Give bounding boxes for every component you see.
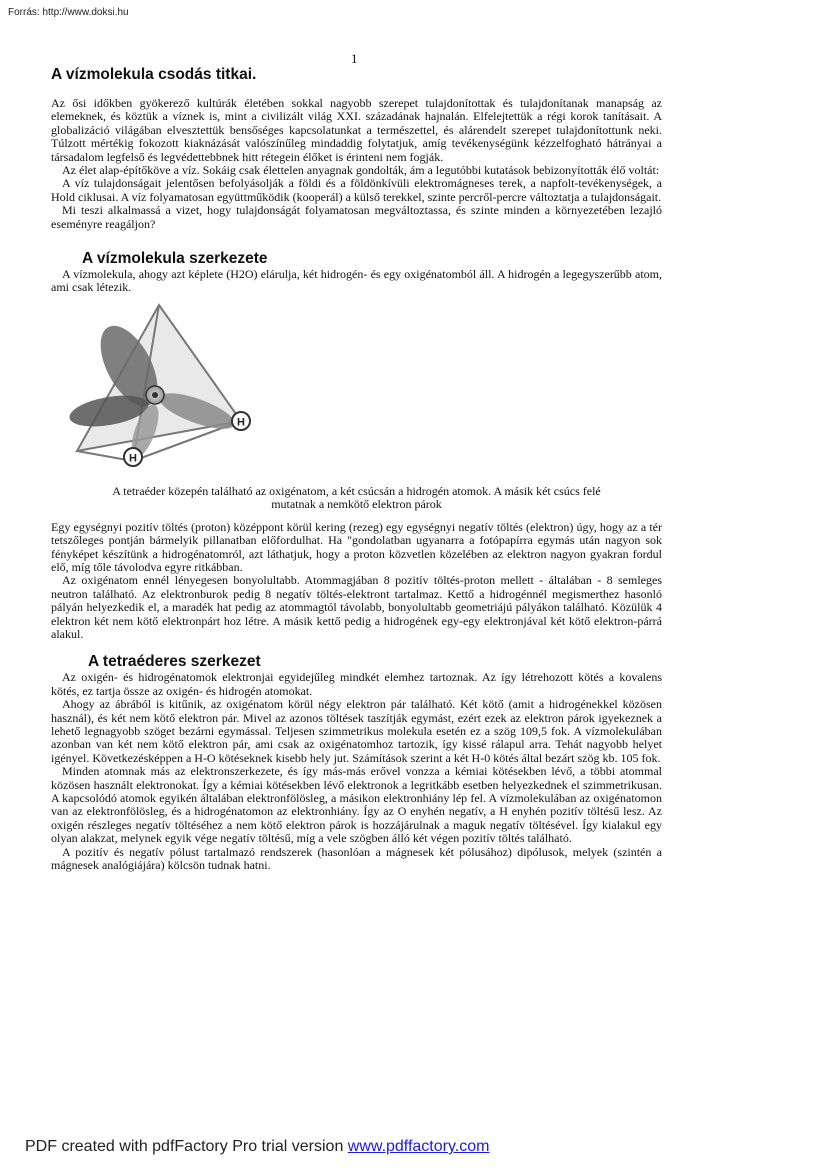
tetrahedron-illustration <box>69 301 259 471</box>
section2-paragraph-1: Az oxigén- és hidrogénatomok elektronjai egyidejűleg mindkét elemhez tartoznak. Az így létrehozott kötés a kovalens kötés, ez tartja össze az oxigén- és hidrogén atomokat. <box>51 670 662 698</box>
intro-paragraph-2: Az élet alap-építőköve a víz. Sokáig csak élettelen anyagnak gondolták, ám a legutóbbi kutatások bebizonyították élő voltát: <box>62 163 660 178</box>
intro-paragraph-4: Mi teszi alkalmassá a vizet, hogy tulajdonságát folyamatosan megváltoztassa, és szinte minden a környezetében lezajló eseményre reagáljon? <box>51 203 662 231</box>
pdf-footer <box>25 1138 489 1156</box>
section1-paragraph-intro: A vízmolekula, ahogy azt képlete (H2O) elárulja, két hidrogén- és egy oxigénatomból áll. A hidrogén a legegyszerűbb atom, ami csak létezik. <box>51 267 662 295</box>
footer-link[interactable]: www.pdffactory.com <box>347 1138 490 1155</box>
section2-paragraph-3: Minden atomnak más az elektronszerkezete, és így más-más erővel vonzza a kémiai kötésekben lévő, a többi atommal közösen használt elektronokat. Így a kémiai kötésekben lévő elektronok a legritkább esetben helyezkednek el szimmetrikusan. A kapcsolódó atomok egyikén általában elektronfölösleg, a másikon elektronhiány lép fel. A vízmolekulában az oxigénatomon van az elektronfölösleg, és a hidrogénatomon az elektronhiány. Így az O enyhén negatív, a H enyhén pozitív töltésű lesz. Az oxigén részleges negatív töltéséhez a nem kötő elektron párok is hozzájárulnak a maguk negatív töltésével. Így kialakul egy olyan alakzat, melynek egyik vége negatív töltésű, míg a vele szögben álló két végen pozitív töltés található. <box>51 764 662 846</box>
page-number: 1 <box>351 51 358 66</box>
section2-paragraph-4: A pozitív és negatív pólust tartalmazó rendszerek (hasonlóan a mágnesek két pólusához) dipólusok, melyek (szintén a mágnesek analógiájára) kölcsön tudnak hatni. <box>51 844 662 873</box>
figure-caption-line-2: mutatnak a nemkötő elektron párok <box>271 497 442 512</box>
figure-caption-line-1: A tetraéder közepén található az oxigénatom, a két csúcsán a hidrogén atomok. A másik két csúcs felé <box>112 483 601 498</box>
page-title: A vízmolekula csodás titkai. <box>51 66 257 83</box>
tetrahedron-figure <box>51 297 662 485</box>
intro-paragraph-3: A víz tulajdonságait jelentősen befolyásolják a földi és a földönkívüli elektromágneses terek, a napfolt-tevékenységek, a Hold ciklusai. A víz folyamatosan együttműködik (kooperál) a külső terekkel, szinte percről-percre változtatja a tulajdonságait. <box>51 176 662 204</box>
source-url: Forrás: http://www.doksi.hu <box>8 7 129 18</box>
document-body <box>51 66 662 872</box>
intro-paragraph-1: Az ősi időkben gyökerező kultúrák életében sokkal nagyobb szerepet tulajdonítottak és tulajdonítanak manapság az elemeknek, és köztük a víznek is, mint a civilizált világ XXI. századának hajnalán. Elfelejtettük a régi korok tanításait. A globalizáció világában elvesztettük bensőséges kapcsolatunkat a természettel, és alárendelt szerepet tulajdonítottunk neki. Túlzott mértékig fokozott kiaknázását valószínűleg mindaddig folytatjuk, amíg tevékenységünk kézzelfogható hátrányai a társadalom legfelső és legvédettebbnek hitt rétegein élőket is érinteni nem fogják. <box>51 96 662 164</box>
hydrogen-label-bottom: H <box>129 452 137 465</box>
footer-text: PDF created with pdfFactory Pro trial version <box>25 1138 348 1155</box>
section-heading-structure: A vízmolekula szerkezete <box>82 250 268 268</box>
section-heading-tetrahedral: A tetraéderes szerkezet <box>88 653 261 671</box>
section2-paragraph-2: Ahogy az ábrából is kitűnik, az oxigénatom körül négy elektron pár található. Két kötő (amit a hidrogénekkel közösen használ), és két nem kötő elektron pár. Mivel az azonos töltések taszítják egymást, ezért ezek az elektron párok igyekeznek a lehető legnagyobb szöget bezárni egymással. Teljesen szimmetrikus molekula esetén ez a szög 109,5 fok. A vízmolekulában azonban van két nem kötő elektron pár, ami csak az oxigénatomhoz tartozik, így kissé rálapul arra. Tehát nagyobb helyet igényel. Következésképpen a H-O kötéseknek kisebb hely jut. Számítások szerint a két H-0 kötés által bezárt szög kb. 105 fok. <box>51 697 662 765</box>
hydrogen-label-right: H <box>237 416 245 429</box>
section1-paragraph-2: Az oxigénatom ennél lényegesen bonyolultabb. Atommagjában 8 pozitív töltés-proton mellett - általában - 8 semleges neutron található. Az elektronburok pedig 8 negatív töltés-elektront tartalmaz. Kettő a hidrogénnél megismerthez hasonló pályán helyezkedik el, a maradék hat pedig az atommagtól távolabb, bonyolultabb geometriájú pályákon található. Közülük 4 elektron két nem kötő elektronpárt hoz létre. A másik kettő pedig a hidrogének egy-egy elektronjával két kötő elektron-párrá alakul. <box>51 573 662 641</box>
figure-caption <box>51 485 662 512</box>
section1-paragraph-1: Egy egységnyi pozitív töltés (proton) középpont körül kering (rezeg) egy egységnyi negatív töltés (elektron) úgy, hogy az a tér tetszőleges pontján bármelyik pillanatban előfordulhat. Ha "gondolatban ugyanarra a fotópapírra egymás után nagyon sok fényképet készítünk a hidrogénatomról, azt láthatjuk, hogy a proton közvetlen közelében az elektron nagyon gyakran fordul elő, míg tőle távolodva egyre ritkábban. <box>51 519 662 574</box>
